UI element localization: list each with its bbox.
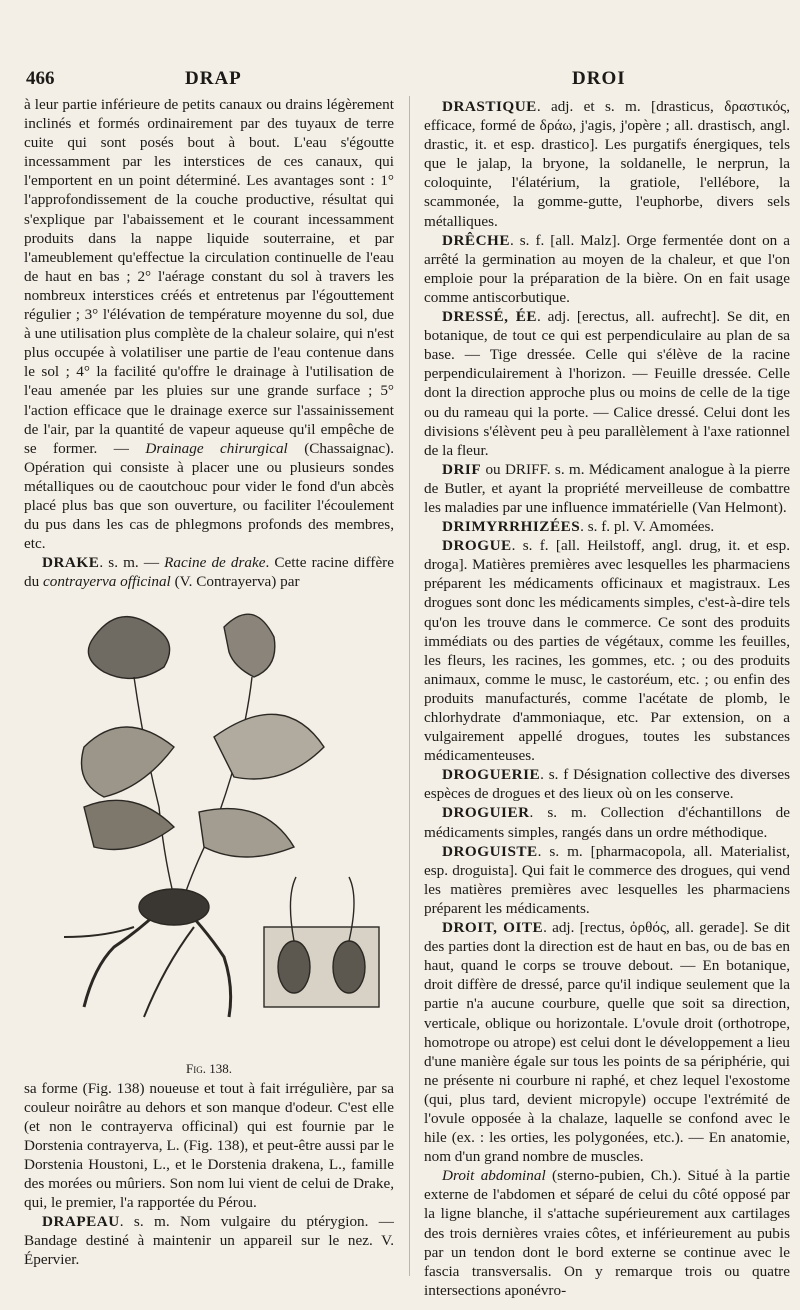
drainage-chirurgical-term: Drainage chirurgical [145, 439, 288, 457]
page-number: 466 [26, 68, 55, 89]
text-drimyrrhizees: . s. f. pl. V. Amomées. [580, 518, 715, 536]
headword-droguier: DROGUIER [442, 804, 530, 822]
entry-drastique [424, 97, 790, 231]
drainage-entry [24, 95, 394, 553]
text-droguiste: . s. m. [pharmacopola, all. Materialist, esp. droguista]. Qui fait le commerce des drogues, qui vend les matières premières avec lesquelles les pharmaciens préparent les médicaments. [424, 842, 790, 917]
drake-headword: DRAKE [42, 554, 100, 572]
text-drogue: . s. f. [all. Heilstoff, angl. drug, it. et esp. droga]. Matières premières avec lesquelles les pharmaciens préparent les médicaments officinaux et magistraux. Les drogues sont donc les médicaments simples, c'est-à-dire tels qu'on les trouve dans le commerce. Ce sont des produits immédiats ou des parties de végétaux, comme les feuilles, les fleurs, les racines, les gommes, etc. ; ou des produits animaux, comme le musc, le castoréum, etc. ; ou enfin des produits manufacturés, comme l'acétate de plomb, le chlorhydrate d'ammoniaque, etc. Par extension, on a vulgairement appellé drogues, toutes les substances médicamenteuses. [424, 537, 790, 765]
headword-drif: DRIF [442, 460, 482, 478]
drake-text-1: . Cette racine diffère du [24, 554, 394, 591]
entry-drimyrrhizees [424, 517, 790, 536]
drake-entry [24, 553, 394, 591]
text-droit: . adj. [rectus, ὀρθός, all. gerade]. Se dit des parties dont la direction est de haut en bas, ou de bas en haut, quand le corps se trouve debout. — En botanique, droit diffère de dressé, parce qu'il indique seulement que la partie n'a aucune courbure, quelle que soit sa direction, verticale, oblique ou horizontale. L'ovule droit (orthotrope, homotrope ou atrope) est celui dont le développement a lieu d'une manière égale sur tous les points de sa périphérie, qui ne présente ni courbure ni raphé, et chez lequel l'exostome (qui, plus tard, devient micropyle) occupe l'extrémité de l'ovule opposée à la chalaze, laquelle se confond avec le hile (ex. : les orties, les polygonées, etc.). — En anatomie, nom d'un grand nombre de muscles. [424, 919, 790, 1166]
headword-dreche: DRÊCHE [442, 231, 510, 249]
text-dresse: . adj. [erectus, all. aufrecht]. Se dit, en botanique, de tout ce qui est perpendiculaire au plan de sa base. — Tige dressée. Celle qui s'élève de la racine perpendiculairement à l'horizon. — Feuille dressée. Celle dont la direction approche plus ou moins de celle de la tige ou du rameau qui la porte. — Calice dressé. Celui dont les divisions s'élèvent peu à peu parallèlement à l'axe rationnel de la fleur. [424, 308, 790, 459]
entry-dreche [424, 231, 790, 307]
entry-dresse [424, 307, 790, 460]
headword-drogue: DROGUE [442, 537, 512, 555]
headword-droguerie: DROGUERIE [442, 766, 541, 784]
drainage-text: à leur partie inférieure de petits canaux ou drains légèrement inclinés et formés ordinairement par des tuyaux de terre cuite qui sont posés bout à bout. L'eau s'égoutte incessamment par les interstices de ces canaux, qui l'emportent en un point déterminé. Les avantages sont : 1° l'approfondissement de la couche productive, résultat qui s'explique par l'abaissement et le courant incessamment produits dans la nappe liquide souterraine, et par l'ameublement qu'effectue la circulation continuelle de l'eau de haut en bas ; 2° l'aérage constant du sol à travers les nombreux interstices créés et entretenus par l'égouttement régulier ; 3° l'élévation de température moyenne du sol, due à une utilisation plus complète de la chaleur solaire, qui n'est plus occupée à volatiliser une partie de l'eau contenue dans le sol ; 4° la facilité qu'offre le drainage à l'utilisation de l'eau amenée par les pluies sur une grande surface ; 5° l'action efficace que le drainage exerce sur l'assainissement de l'air, par la quantité de vapeur aqueuse qu'il empêche de se former. — [24, 96, 394, 457]
drapeau-headword: DRAPEAU [42, 1213, 120, 1231]
running-header [0, 68, 800, 92]
entry-droguerie [424, 765, 790, 803]
figure-caption: Fig. 138. [186, 1061, 232, 1077]
text-droguier: . s. m. Collection d'échantillons de médicaments simples, rangés dans un ordre méthodique. [424, 804, 790, 841]
entry-droit [424, 918, 790, 1166]
entry-drif [424, 460, 790, 517]
drainage-chirurgical-text: (Chassaignac). Opération qui consiste à placer une ou plusieurs sondes métalliques ou de caoutchouc pour vider le fond d'un abcès placé plus bas que son ouverture, ou faciliter l'écoulement du pus dans les cas de phlegmons profonds des membres, etc. [24, 439, 395, 553]
left-guide-word: DRAP [185, 68, 242, 89]
entry-droguiste [424, 842, 790, 918]
entry-droit-abdominal [424, 1166, 790, 1300]
drake-pos: . s. m. — [99, 554, 160, 572]
drapeau-text: . s. m. Nom vulgaire du ptérygion. — Bandage destiné à maintenir un appareil sur le nez. V. Épervier. [24, 1213, 394, 1269]
drake-term-2: contrayerva officinal [42, 573, 171, 591]
dorstenia-plant-drawing [24, 597, 394, 1037]
entry-droguier [424, 803, 790, 841]
droit-abdominal-term: Droit abdominal [442, 1167, 546, 1185]
right-guide-word: DROI [572, 68, 626, 89]
column-divider [409, 96, 410, 1276]
entry-drogue [424, 536, 790, 765]
droit-abdominal-text: (sterno-pubien, Ch.). Situé à la partie externe de l'abdomen et séparé de celui du côté opposé par la ligne blanche, il s'attache supérieurement aux cartilages des trois dernières vraies côtes, et inférieurement au pubis par un tendon dont le bord externe se continue avec le fascia transversalis. On y remarque trois ou quatre intersections aponévro- [424, 1167, 791, 1299]
headword-droit: DROIT, OITE [442, 919, 544, 937]
drake-continuation: sa forme (Fig. 138) noueuse et tout à fait irrégulière, par sa couleur noirâtre au dehors et son manque d'odeur. C'est elle (et non le contrayerva officinal) qui est fournie par le Dorstenia contrayerva, L. (Fig. 138), et peut-être aussi par le Dorstenia Houstoni, L., et le Dorstenia drakena, L., famille des morées ou mûriers. Son nom lui vient de celui de Drake, qui, le premier, l'a rapportée du Pérou. [24, 1079, 394, 1212]
left-column [24, 95, 394, 1269]
headword-drastique: DRASTIQUE [442, 98, 537, 115]
text-drastique: . adj. et s. m. [drasticus, δραστικός, efficace, formé de δράω, j'agis, j'opère ; all. drastisch, angl. drastic, it. et esp. drastico]. Les purgatifs énergiques, tels que le jalap, la bryone, la soldanelle, le nerprun, la coloquinte, l'élatérium, la gratiole, l'ellébore, la scammonée, la gomme-gutte, l'euphorbe, divers sels métalliques. [424, 98, 790, 230]
text-droguerie: . s. f Désignation collective des diverses espèces de drogues et des lieux où on les conserve. [424, 766, 790, 803]
right-column [424, 97, 790, 1300]
headword-droguiste: DROGUISTE [442, 842, 538, 860]
drapeau-entry [24, 1212, 394, 1269]
headword-drimyrrhizees: DRIMYRRHIZÉES [442, 518, 581, 536]
text-dreche: . s. f. [all. Malz]. Orge fermentée dont on a arrêté la germination au moyen de la chaleur, et que l'on emploie pour la préparation de la bière. On en fait usage comme antiscorbutique. [424, 231, 790, 306]
drake-text-2: (V. Contrayerva) par [174, 573, 300, 591]
headword-dresse: DRESSÉ, ÉE [442, 308, 538, 326]
text-drif: ou DRIFF. s. m. Médicament analogue à la pierre de Butler, et ayant la propriété merveilleuse de combattre les maladies par une influence immatérielle (Van Helmont). [424, 460, 790, 516]
figure-138-dorstenia-illustration [24, 597, 394, 1057]
drake-term: Racine de drake [164, 554, 266, 572]
